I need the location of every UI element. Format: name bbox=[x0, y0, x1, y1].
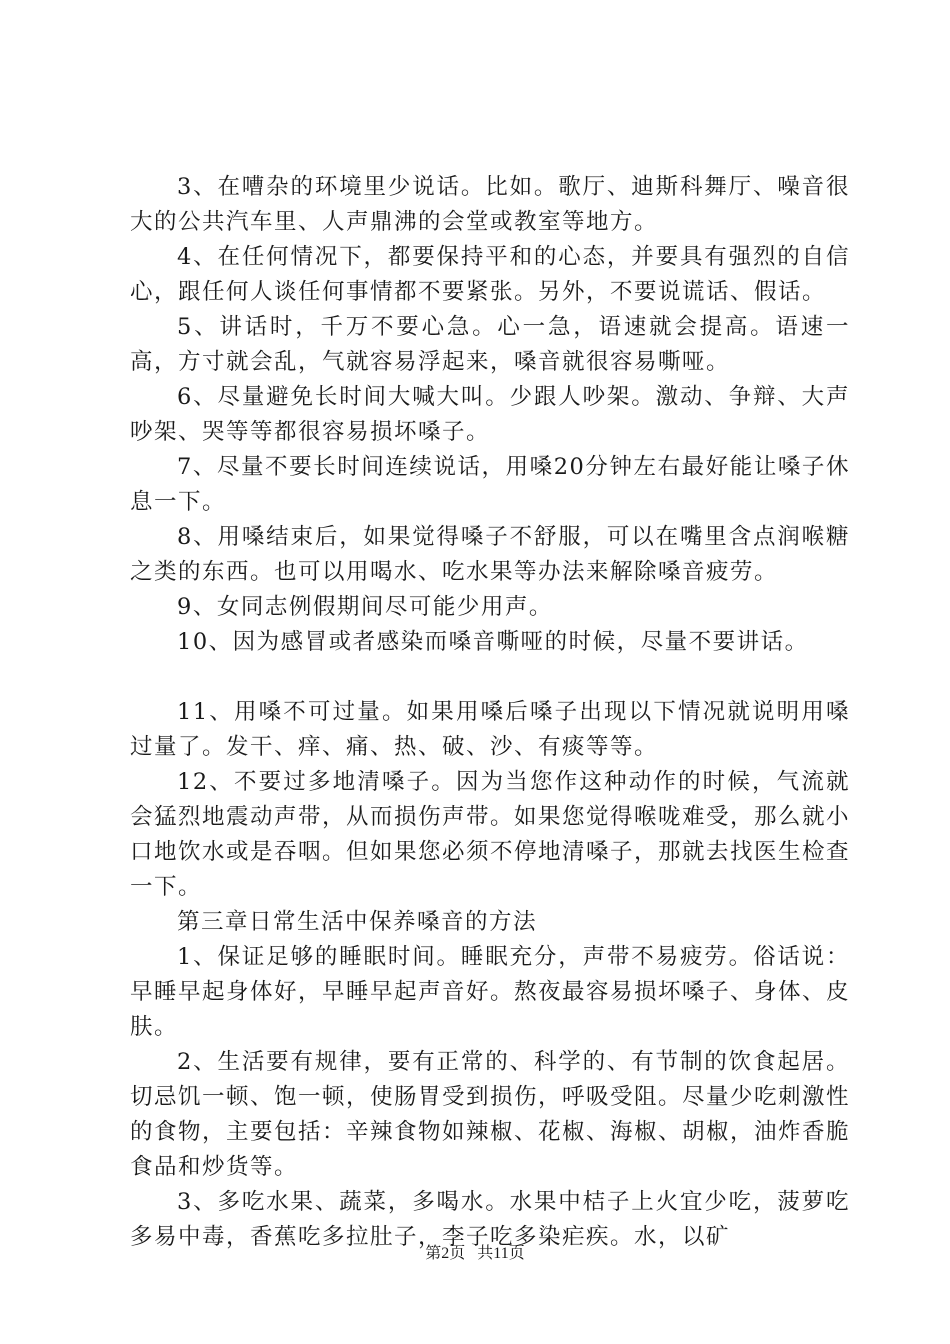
paragraph-item-8: 8、用嗓结束后，如果觉得嗓子不舒服，可以在嘴里含点润喉糖之类的东西。也可以用喝水、吃水果等办法来解除嗓音疲劳。 bbox=[130, 524, 850, 585]
paragraph-item-ch3-1: 1、保证足够的睡眠时间。睡眠充分，声带不易疲劳。俗话说：早睡早起身体好，早睡早起声音好。熬夜最容易损坏嗓子、身体、皮肤。 bbox=[130, 944, 851, 1040]
paragraph-item-10: 10、因为感冒或者感染而嗓音嘶哑的时候，尽量不要讲话。 bbox=[177, 629, 809, 655]
paragraph-item-12: 12、不要过多地清嗓子。因为当您作这种动作的时候，气流就会猛烈地震动声带，从而损伤声带。如果您觉得喉咙难受，那么就小口地饮水或是吞咽。但如果您必须不停地清嗓子，那就去找医生检查一下。 bbox=[130, 769, 851, 900]
paragraph-item-ch3-2: 2、生活要有规律，要有正常的、科学的、有节制的饮食起居。切忌饥一顿、饱一顿，使肠胃受到损伤，呼吸受阻。尽量少吃刺激性的食物，主要包括：辛辣食物如辣椒、花椒、海椒、胡椒，油炸香脆食品和炒货等。 bbox=[130, 1049, 851, 1180]
paragraph-item-ch3-3: 3、多吃水果、蔬菜，多喝水。水果中桔子上火宜少吃，菠萝吃多易中毒，香蕉吃多拉肚子，李子吃多染疟疾。水，以矿 bbox=[130, 1189, 850, 1250]
paragraph-item-5: 5、讲话时，千万不要心急。心一急，语速就会提高。语速一高，方寸就会乱，气就容易浮起来，嗓音就很容易嘶哑。 bbox=[130, 314, 850, 375]
chapter-heading: 第三章日常生活中保养嗓音的方法 bbox=[177, 909, 538, 935]
paragraph-item-7: 7、尽量不要长时间连续说话，用嗓20分钟左右最好能让嗓子休息一下。 bbox=[130, 454, 850, 515]
paragraph-item-11: 11、用嗓不可过量。如果用嗓后嗓子出现以下情况就说明用嗓过量了。发干、痒、痛、热、破、沙、有痰等等。 bbox=[130, 699, 850, 760]
page-footer bbox=[0, 1244, 950, 1264]
paragraph-item-9: 9、女同志例假期间尽可能少用声。 bbox=[177, 594, 553, 620]
document-body bbox=[130, 170, 850, 1255]
paragraph-item-6: 6、尽量避免长时间大喊大叫。少跟人吵架。激动、争辩、大声吵架、哭等等都很容易损坏嗓子。 bbox=[130, 384, 850, 445]
paragraph-item-4: 4、在任何情况下，都要保持平和的心态，并要具有强烈的自信心，跟任何人谈任何事情都不要紧张。另外，不要说谎话、假话。 bbox=[130, 244, 850, 305]
page-number: 第2页 bbox=[425, 1245, 466, 1262]
page-total: 共11页 bbox=[477, 1245, 525, 1262]
paragraph-item-3: 3、在嘈杂的环境里少说话。比如。歌厅、迪斯科舞厅、噪音很大的公共汽车里、人声鼎沸的会堂或教室等地方。 bbox=[130, 174, 850, 235]
